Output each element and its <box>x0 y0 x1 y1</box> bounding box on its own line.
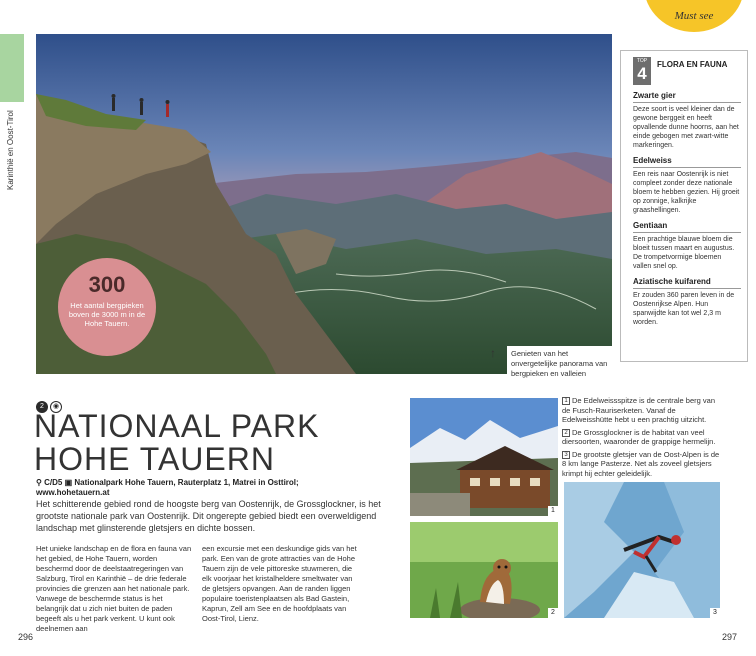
arrow-up-icon: ↑ <box>490 346 496 360</box>
list-item <box>633 156 741 215</box>
map-grid-ref: C/D5 <box>44 478 63 487</box>
list-item-text: Deze soort is veel kleiner dan de gewone berggeit en heeft opvallende dunne hoorns, aan het einde gebogen met zwart-witte markeringen. <box>633 106 739 149</box>
list-item-text: Een prachtige blauwe bloem die bloeit tussen maart en augustus. De trompetvormige bloemen vallen snel op. <box>633 236 735 270</box>
article-website[interactable]: www.hohetauern.at <box>36 488 110 497</box>
caption-number: 3 <box>562 451 570 459</box>
photo-captions <box>562 396 722 481</box>
photo-number-tag: 1 <box>548 506 558 516</box>
list-item-title: Aziatische kuifarend <box>633 277 741 289</box>
list-item <box>633 221 741 271</box>
top4-badge <box>633 57 651 85</box>
hero-caption: Genieten van het onvergetelijke panorama van bergpieken en valleien <box>507 346 612 382</box>
list-item <box>633 91 741 150</box>
article-body-col1: Het unieke landschap en de flora en fauna van het gebied, de Hohe Tauern, worden beschermd door de deelstaatregeringen van Salzburg, Tirol en Karinthië – de drie federale provincies die grenzen aan het nationale park. Vanwege de beschermde status is het belangrijk dat u zich niet buiten de paden begeeft als u het park verkent. U kunt ook deelnemen aan <box>36 544 192 633</box>
ermine-image <box>410 522 558 618</box>
photo-caption <box>562 428 722 447</box>
chapter-color-tab <box>0 34 24 102</box>
map-pin-icon: ⚲ <box>36 478 42 487</box>
eye-icon: ◉ <box>50 401 62 413</box>
list-item-text: Een reis naar Oostenrijk is niet compleet zonder deze nationale bloem te hebben gezien. Hij groeit op zonnige, kalkrijke graashellingen. <box>633 171 740 214</box>
caption-text: De Edelweissspitze is de centrale berg van de Fusch-Rauriserketen. Vanaf de Edelweisshütte hebt u een prachtig uitzicht. <box>562 396 715 424</box>
photo-edelweissspitze <box>410 398 558 516</box>
stat-number: 300 <box>88 272 126 297</box>
list-item-title: Edelweiss <box>633 156 741 168</box>
article-title-line2: HOHE TAUERN <box>34 441 275 477</box>
top4-badge-label: TOP <box>636 58 648 64</box>
top4-heading: FLORA EN FAUNA <box>657 60 728 69</box>
stat-description: Het aantal bergpieken boven de 3000 m in de Hohe Tauern. <box>68 301 146 328</box>
photo-caption <box>562 396 722 425</box>
top4-list <box>633 91 741 333</box>
article-title-line1: NATIONAAL PARK <box>34 408 320 444</box>
address-icon: ▣ <box>64 478 73 487</box>
chapter-side-label-text: Karinthië en Oost-Tirol <box>6 110 15 190</box>
article-address: Nationalpark Hohe Tauern, Rauterplatz 1, Matrei in Osttirol; <box>74 478 299 487</box>
alpine-hut-image <box>410 398 558 516</box>
list-item-title: Gentiaan <box>633 221 741 233</box>
stat-circle <box>58 258 156 356</box>
chapter-side-label <box>6 110 18 190</box>
article-title <box>34 410 319 476</box>
list-item-title: Zwarte gier <box>633 91 741 103</box>
caption-number: 1 <box>562 397 570 405</box>
article-intro: Het schitterende gebied rond de hoogste berg van Oostenrijk, de Grossglockner, is het grootste nationale park van Oostenrijk. Dit ongerepte gebied biedt een overweldigend landschap met glinsterende gletsjers en dichte bossen. <box>36 499 381 533</box>
caption-number: 2 <box>562 429 570 437</box>
photo-number-tag: 3 <box>710 608 720 618</box>
photo-number-tag: 2 <box>548 608 558 618</box>
article-address-block <box>36 478 400 498</box>
caption-text: De grootste gletsjer van de Oost-Alpen is de 8 km lange Pasterze. Net als zoveel gletsjers krimpt hij echter geleidelijk. <box>562 449 720 478</box>
glacier-climber-image <box>564 482 720 618</box>
must-see-badge <box>644 0 744 32</box>
top4-badge-number: 4 <box>637 64 647 83</box>
list-item <box>633 277 741 327</box>
photo-ermine <box>410 522 558 618</box>
page-number-right: 297 <box>722 632 738 642</box>
photo-caption <box>562 450 722 479</box>
page-number-left: 296 <box>18 632 34 642</box>
top4-sidebar <box>620 50 748 362</box>
photo-pasterze-glacier <box>564 482 720 618</box>
must-see-label: Must see <box>674 10 714 22</box>
article-body-col2: een excursie met een deskundige gids van het park. Een van de grote attracties van de Hohe Tauern zijn de vele pittoreske stuwmeren, die elk voorjaar het kristalheldere smeltwater van de gletsjers opvangen. Aan de randen liggen populaire toeristenplaatsen als Bad Gastein, Kaprun, Zell am See en de hoofdplaats van Oost-Tirol, Lienz. <box>202 544 357 623</box>
article-number-badge: 2 <box>36 401 48 413</box>
list-item-text: Er zouden 360 paren leven in de Oostenrijkse Alpen. Hun spanwijdte kan tot wel 2,3 m worden. <box>633 292 735 326</box>
caption-text: De Grossglockner is de habitat van veel diersoorten, waaronder de grappige hermelijn. <box>562 427 716 446</box>
